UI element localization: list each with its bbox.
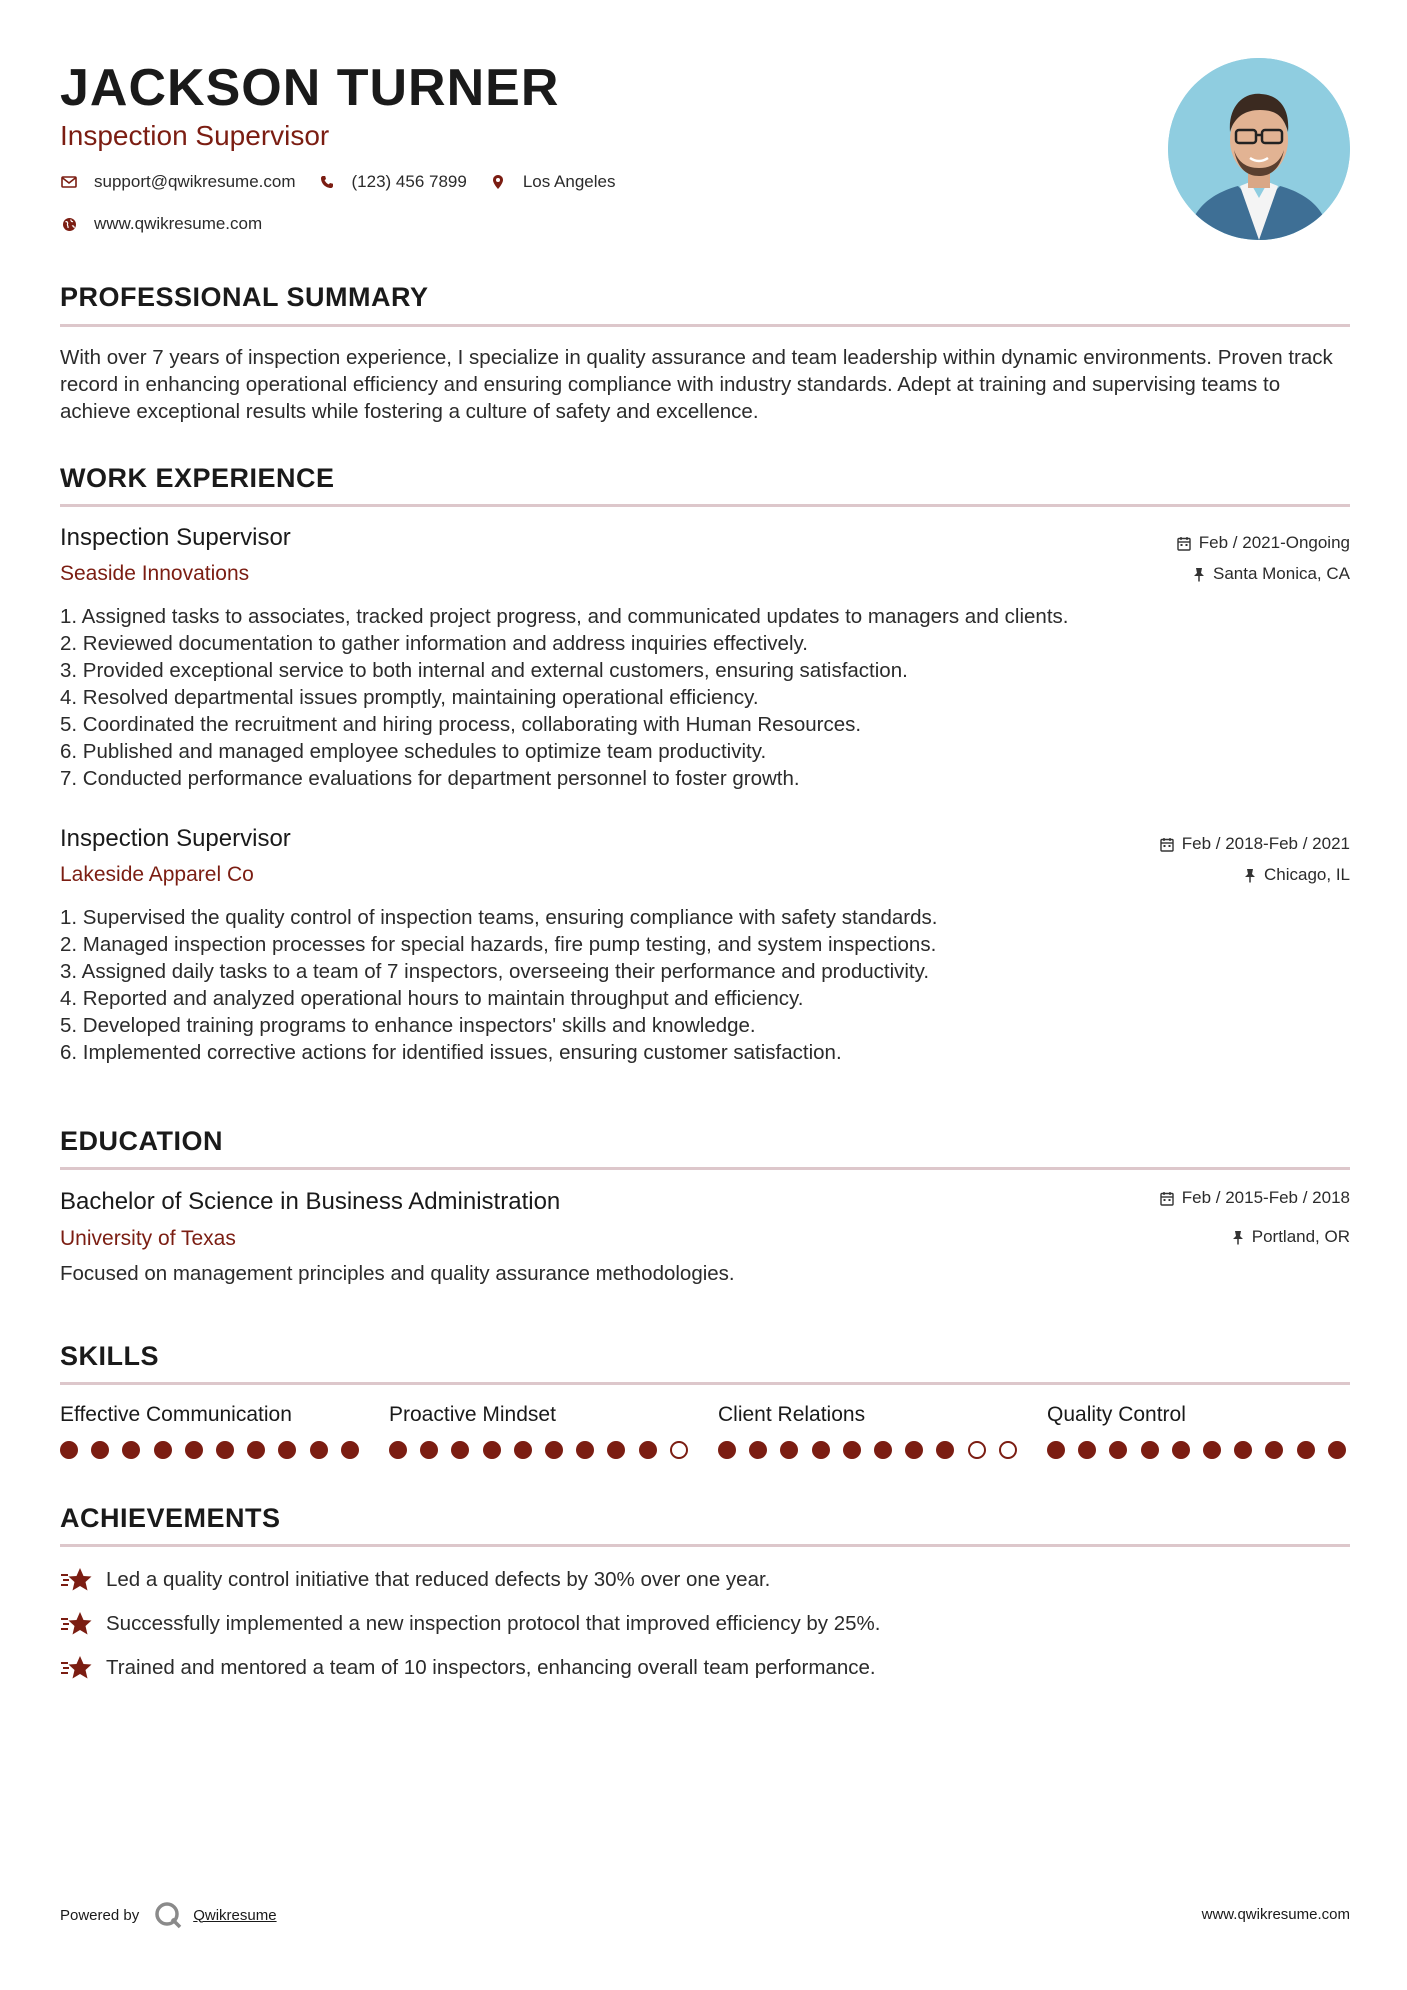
rating-dot-filled bbox=[310, 1441, 328, 1459]
job-1-location-text: Santa Monica, CA bbox=[1212, 564, 1350, 583]
qwikresume-logo-icon bbox=[153, 1900, 183, 1930]
contact-website[interactable]: www.qwikresume.com bbox=[94, 214, 263, 233]
rating-dot-filled bbox=[278, 1441, 296, 1459]
rating-dot-filled bbox=[341, 1441, 359, 1459]
skills-divider bbox=[60, 1382, 1350, 1385]
skill-name: Effective Communication bbox=[60, 1403, 292, 1426]
rating-dot-filled bbox=[1265, 1441, 1283, 1459]
job-2-title: Inspection Supervisor bbox=[60, 825, 291, 852]
contact-row-secondary bbox=[60, 214, 284, 234]
star-icon bbox=[60, 1654, 92, 1682]
contact-email[interactable]: support@qwikresume.com bbox=[94, 172, 296, 191]
education-dates-text: Feb / 2015-Feb / 2018 bbox=[1181, 1188, 1350, 1207]
rating-dot-filled bbox=[874, 1441, 892, 1459]
footer-brand-link[interactable]: Qwikresume bbox=[193, 1906, 277, 1924]
rating-dot-filled bbox=[576, 1441, 594, 1459]
job-2-dates-text: Feb / 2018-Feb / 2021 bbox=[1181, 834, 1350, 853]
rating-dot-filled bbox=[420, 1441, 438, 1459]
skills-heading: SKILLS bbox=[60, 1341, 160, 1371]
rating-dot-filled bbox=[1047, 1441, 1065, 1459]
achievement-text: Trained and mentored a team of 10 inspectors, enhancing overall team performance. bbox=[106, 1656, 876, 1679]
rating-dot-filled bbox=[1297, 1441, 1315, 1459]
list-item: 2. Reviewed documentation to gather information and address inquiries effectively. bbox=[60, 632, 808, 655]
skill-rating bbox=[60, 1441, 372, 1459]
experience-heading: WORK EXPERIENCE bbox=[60, 463, 335, 493]
education-heading: EDUCATION bbox=[60, 1126, 223, 1156]
rating-dot-filled bbox=[185, 1441, 203, 1459]
achievements-divider bbox=[60, 1544, 1350, 1547]
job-1-dates-text: Feb / 2021-Ongoing bbox=[1198, 533, 1350, 552]
rating-dot-filled bbox=[122, 1441, 140, 1459]
job-2-dates bbox=[1160, 834, 1350, 854]
rating-dot-filled bbox=[451, 1441, 469, 1459]
skill-rating bbox=[1047, 1441, 1359, 1459]
list-item: 1. Supervised the quality control of inspection teams, ensuring compliance with safety standards. bbox=[60, 906, 938, 929]
footer-website[interactable]: www.qwikresume.com bbox=[1201, 1906, 1350, 1923]
list-item: 5. Coordinated the recruitment and hiring process, collaborating with Human Resources. bbox=[60, 713, 862, 736]
rating-dot-filled bbox=[812, 1441, 830, 1459]
skill-name: Client Relations bbox=[718, 1403, 866, 1426]
contact-location: Los Angeles bbox=[522, 172, 616, 191]
rating-dot-filled bbox=[1203, 1441, 1221, 1459]
achievement-text: Led a quality control initiative that reduced defects by 30% over one year. bbox=[106, 1568, 771, 1591]
list-item: 4. Resolved departmental issues promptly, maintaining operational efficiency. bbox=[60, 686, 759, 709]
star-icon bbox=[60, 1566, 92, 1594]
rating-dot-filled bbox=[1109, 1441, 1127, 1459]
contact-row-primary bbox=[60, 172, 637, 192]
rating-dot-filled bbox=[60, 1441, 78, 1459]
list-item: 7. Conducted performance evaluations for department personnel to foster growth. bbox=[60, 767, 800, 790]
powered-by-label: Powered by bbox=[60, 1906, 140, 1924]
summary-text: With over 7 years of inspection experience, I specialize in quality assurance and team leadership within dynamic environments. Proven track record in enhancing operational efficiency and ensuring compliance with industry standards. Adept at training and supervising teams to achieve exceptional results while fostering a culture of safety and excellence. bbox=[60, 346, 1333, 423]
rating-dot-filled bbox=[1141, 1441, 1159, 1459]
rating-dot-filled bbox=[1078, 1441, 1096, 1459]
achievement-item bbox=[60, 1610, 880, 1638]
rating-dot-filled bbox=[718, 1441, 736, 1459]
list-item: 3. Provided exceptional service to both internal and external customers, ensuring satisfaction. bbox=[60, 659, 908, 682]
rating-dot-empty bbox=[968, 1441, 986, 1459]
rating-dot-filled bbox=[1328, 1441, 1346, 1459]
education-location-text: Portland, OR bbox=[1251, 1227, 1350, 1246]
education-dates bbox=[1160, 1188, 1350, 1208]
calendar-icon bbox=[1177, 536, 1191, 551]
pushpin-icon bbox=[1232, 1230, 1244, 1245]
rating-dot-filled bbox=[545, 1441, 563, 1459]
globe-icon bbox=[60, 215, 78, 233]
skill-item bbox=[389, 1403, 699, 1427]
rating-dot-filled bbox=[483, 1441, 501, 1459]
pushpin-icon bbox=[1193, 567, 1205, 582]
rating-dot-filled bbox=[389, 1441, 407, 1459]
job-2-bullets bbox=[60, 904, 1350, 1066]
list-item: 1. Assigned tasks to associates, tracked project progress, and communicated updates to managers and clients. bbox=[60, 605, 1069, 628]
star-icon bbox=[60, 1610, 92, 1638]
phone-icon bbox=[318, 173, 336, 191]
job-1-company: Seaside Innovations bbox=[60, 562, 250, 585]
achievements-heading: ACHIEVEMENTS bbox=[60, 1503, 281, 1533]
skill-name: Proactive Mindset bbox=[389, 1403, 556, 1426]
calendar-icon bbox=[1160, 837, 1174, 852]
list-item: 5. Developed training programs to enhance inspectors' skills and knowledge. bbox=[60, 1014, 756, 1037]
summary-divider bbox=[60, 324, 1350, 327]
list-item: 6. Implemented corrective actions for identified issues, ensuring customer satisfaction. bbox=[60, 1041, 842, 1064]
skill-item bbox=[1047, 1403, 1357, 1427]
rating-dot-filled bbox=[247, 1441, 265, 1459]
list-item: 6. Published and managed employee schedules to optimize team productivity. bbox=[60, 740, 767, 763]
summary-heading: PROFESSIONAL SUMMARY bbox=[60, 282, 429, 312]
skill-rating bbox=[718, 1441, 1030, 1459]
list-item: 3. Assigned daily tasks to a team of 7 inspectors, overseeing their performance and productivity. bbox=[60, 960, 930, 983]
achievement-item bbox=[60, 1654, 876, 1682]
job-1-dates bbox=[1177, 533, 1350, 553]
education-divider bbox=[60, 1167, 1350, 1170]
calendar-icon bbox=[1160, 1191, 1174, 1206]
rating-dot-filled bbox=[749, 1441, 767, 1459]
rating-dot-empty bbox=[999, 1441, 1017, 1459]
experience-divider bbox=[60, 504, 1350, 507]
profile-photo bbox=[1168, 58, 1350, 240]
skill-name: Quality Control bbox=[1047, 1403, 1186, 1426]
job-1-title: Inspection Supervisor bbox=[60, 524, 291, 551]
rating-dot-empty bbox=[670, 1441, 688, 1459]
rating-dot-filled bbox=[514, 1441, 532, 1459]
skill-item bbox=[718, 1403, 1028, 1427]
rating-dot-filled bbox=[639, 1441, 657, 1459]
rating-dot-filled bbox=[91, 1441, 109, 1459]
map-pin-icon bbox=[489, 173, 507, 191]
rating-dot-filled bbox=[607, 1441, 625, 1459]
achievement-item bbox=[60, 1566, 770, 1594]
education-location bbox=[1232, 1227, 1350, 1247]
pushpin-icon bbox=[1244, 868, 1256, 883]
list-item: 4. Reported and analyzed operational hours to maintain throughput and efficiency. bbox=[60, 987, 804, 1010]
job-2-location-text: Chicago, IL bbox=[1264, 865, 1350, 884]
contact-phone[interactable]: (123) 456 7899 bbox=[351, 172, 467, 191]
candidate-name: JACKSON TURNER bbox=[60, 59, 560, 117]
list-item: 2. Managed inspection processes for special hazards, fire pump testing, and system inspections. bbox=[60, 933, 937, 956]
job-2-location bbox=[1244, 865, 1350, 885]
job-1-bullets bbox=[60, 603, 1350, 792]
job-1-location bbox=[1193, 564, 1350, 584]
rating-dot-filled bbox=[1172, 1441, 1190, 1459]
rating-dot-filled bbox=[154, 1441, 172, 1459]
education-degree: Bachelor of Science in Business Administration bbox=[60, 1188, 561, 1215]
footer-powered-by bbox=[60, 1900, 277, 1930]
envelope-icon bbox=[60, 173, 78, 191]
skill-item bbox=[60, 1403, 370, 1427]
rating-dot-filled bbox=[905, 1441, 923, 1459]
rating-dot-filled bbox=[216, 1441, 234, 1459]
candidate-role: Inspection Supervisor bbox=[60, 120, 330, 151]
rating-dot-filled bbox=[936, 1441, 954, 1459]
job-2-company: Lakeside Apparel Co bbox=[60, 863, 254, 886]
education-description: Focused on management principles and quality assurance methodologies. bbox=[60, 1262, 735, 1285]
rating-dot-filled bbox=[780, 1441, 798, 1459]
education-school: University of Texas bbox=[60, 1227, 236, 1250]
rating-dot-filled bbox=[1234, 1441, 1252, 1459]
achievement-text: Successfully implemented a new inspection protocol that improved efficiency by 25%. bbox=[106, 1612, 881, 1635]
rating-dot-filled bbox=[843, 1441, 861, 1459]
skill-rating bbox=[389, 1441, 701, 1459]
